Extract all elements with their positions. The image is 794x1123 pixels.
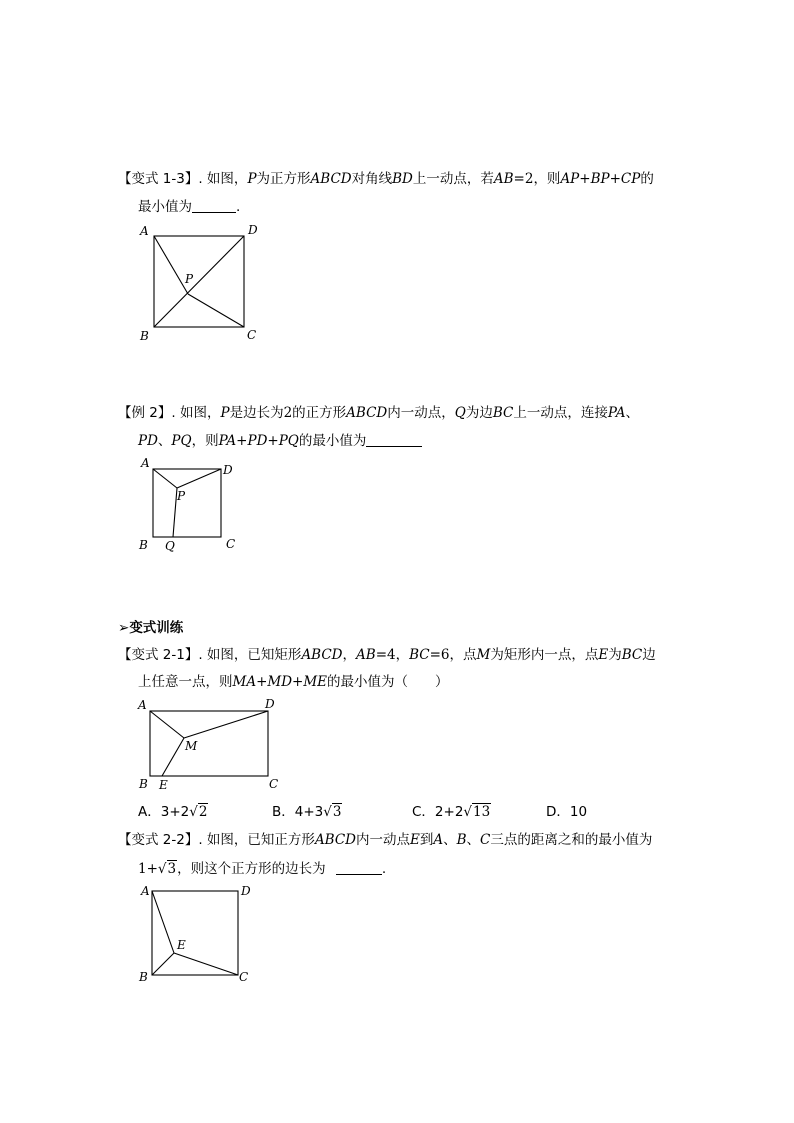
answer-blank[interactable]	[336, 860, 382, 875]
label-e: E	[159, 778, 168, 792]
option-d[interactable]: D．10	[546, 804, 588, 820]
problem-1-3-line1: 【变式 1-3】. 如图，P为正方形ABCD对角线BD上一动点，若AB=2，则AP+BP+CP的	[118, 171, 654, 187]
diagonal-bd	[154, 236, 244, 327]
label-b: B	[139, 777, 148, 791]
figure-2-2	[135, 878, 265, 988]
sqrt: √2	[189, 804, 208, 820]
segment-ec	[174, 953, 238, 975]
arrow-icon: ➢	[118, 620, 130, 636]
segment-ap	[154, 236, 188, 294]
label-m: M	[185, 739, 198, 753]
segment-pa	[153, 469, 177, 488]
segment-ma	[150, 711, 184, 738]
figure-1-3	[135, 220, 265, 345]
problem-2-2-line1: 【变式 2-2】. 如图，已知正方形ABCD内一动点E到A、B、C三点的距离之和的最小值为	[118, 832, 653, 848]
problem-tag: 【例 2】	[118, 405, 172, 421]
example-2-line1: 【例 2】. 如图，P是边长为2的正方形ABCD内一动点，Q为边BC上一动点，连接PA、	[118, 405, 639, 421]
answer-blank[interactable]	[366, 432, 422, 447]
label-q: Q	[165, 539, 175, 553]
label-b: B	[139, 970, 148, 984]
label-a: A	[138, 698, 147, 712]
label-d: D	[248, 223, 258, 237]
option-a[interactable]: A．3+2√2	[138, 804, 208, 820]
label-c: C	[269, 777, 279, 791]
label-e: E	[177, 938, 186, 952]
answer-blank[interactable]	[192, 198, 236, 213]
problem-tag: 【变式 1-3】	[118, 171, 199, 187]
option-c[interactable]: C．2+2√13	[412, 804, 491, 820]
label-c: C	[247, 328, 257, 342]
sqrt: √3	[323, 804, 342, 820]
section-heading: ➢变式训练	[118, 620, 184, 636]
square-abcd	[153, 469, 221, 537]
segment-me	[162, 738, 184, 776]
problem-1-3-line2: 最小值为 .	[138, 199, 241, 215]
label-b: B	[140, 329, 149, 343]
figure-example-2	[135, 455, 250, 555]
label-d: D	[265, 697, 275, 711]
label-d: D	[223, 463, 233, 477]
problem-tag: 【变式 2-2】	[118, 832, 199, 848]
problem-2-2-line2: 1+√3，则这个正方形的边长为 .	[138, 861, 387, 877]
option-b[interactable]: B．4+3√3	[272, 804, 342, 820]
segment-pd	[177, 469, 221, 488]
label-c: C	[239, 970, 249, 984]
segment-eb	[152, 953, 174, 975]
label-a: A	[141, 884, 150, 898]
label-p: P	[177, 489, 186, 503]
label-a: A	[140, 224, 149, 238]
figure-2-1	[135, 695, 285, 795]
problem-2-1-line2: 上任意一点，则MA+MD+ME的最小值为（ ）	[138, 674, 449, 690]
label-a: A	[141, 456, 150, 470]
problem-tag: 【变式 2-1】	[118, 647, 199, 663]
problem-2-1-line1: 【变式 2-1】. 如图，已知矩形ABCD，AB=4，BC=6，点M为矩形内一点，点E为BC边	[118, 647, 656, 663]
label-d: D	[241, 884, 251, 898]
sqrt: √13	[463, 804, 491, 820]
sqrt: √3	[157, 861, 177, 877]
segment-pc	[188, 294, 244, 327]
example-2-line2: PD、PQ，则PA+PD+PQ的最小值为	[138, 432, 422, 450]
label-p: P	[185, 272, 194, 286]
label-b: B	[139, 538, 148, 552]
label-c: C	[226, 537, 236, 551]
segment-md	[184, 711, 268, 738]
segment-ea	[152, 891, 174, 953]
